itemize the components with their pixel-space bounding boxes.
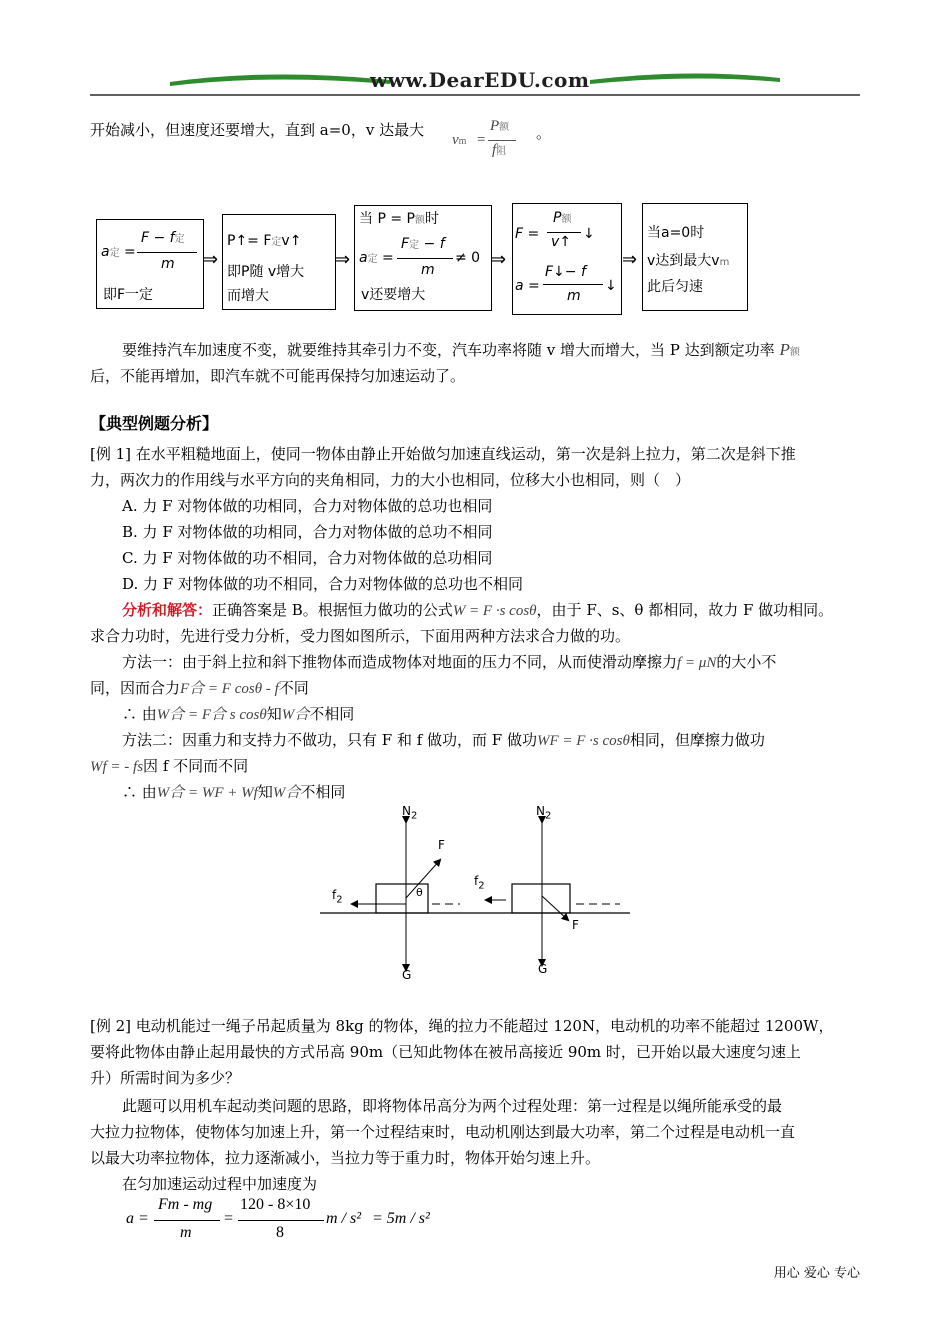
flow-arrow-4: ⇒ [622, 249, 638, 270]
ex2-line3: 升）所需时间为多少？ [90, 1069, 241, 1087]
accel-equation: a = Fm - mg m = 120 - 8×10 8 m / s² = 5m / s² [126, 1196, 430, 1241]
force-diagram-svg [320, 800, 640, 990]
force-diagram [320, 800, 640, 990]
ex1-option-b: B. 力 F 对物体做的功相同，合力对物体做的总功不相同 [122, 523, 493, 541]
para1-line1: 要维持汽车加速度不变，就要维持其牵引力不变，汽车功率将随 v 增大而增大，当 P 达到额定功率 P额 [122, 340, 800, 359]
flow-arrow-1: ⇒ [203, 249, 219, 270]
ex1-stem1: [例 1] 在水平粗糙地面上，使同一物体由静止开始做匀加速直线运动，第一次是斜上拉力，第二次是斜下推 [90, 445, 796, 463]
header [90, 66, 860, 98]
n-left-label: $N_2$ [402, 804, 418, 822]
ex1-option-a: A. 力 F 对物体做的功相同，合力对物体做的总功也相同 [122, 497, 493, 515]
ex2-para1: 此题可以用机车起动类问题的思路，即将物体吊高分为两个过程处理：第一过程是以绳所能承受的最 [122, 1097, 783, 1115]
ex2-line2: 要将此物体由静止起用最快的方式吊高 90m（已知此物体在被吊高接近 90m 时，已开始以最大速度匀速上 [90, 1043, 801, 1061]
flow-diagram [96, 205, 756, 315]
logo-text: www.DearEDU.com [370, 68, 590, 92]
flow-box-1: a定 = F − f定 m 即F一定 [96, 219, 204, 309]
ex1-option-c: C. 力 F 对物体做的功不相同，合力对物体做的总功相同 [122, 549, 493, 567]
ex1-option-d: D. 力 F 对物体做的功不相同，合力对物体做的总功也不相同 [122, 575, 523, 593]
ex1-method1-c: ∴ 由W合 = F合 s cosθ知W合不相同 [122, 705, 355, 723]
g-right-label: G [538, 962, 548, 976]
intro-tail: 。 [536, 124, 552, 142]
ex1-line-b: 求合力功时，先进行受力分析，受力图如图所示，下面用两种方法求合力做的功。 [90, 627, 631, 645]
ex1-method2-b: Wf = - fs因 f 不同而不同 [90, 757, 249, 775]
fric-left-label: $f_2$ [332, 888, 343, 906]
ex1-answer-line: 分析和解答：正确答案是 B。根据恒力做功的公式W = F ·s cosθ，由于 F、s、θ 都相同，故力 F 做功相同。 [122, 601, 834, 619]
ex2-para2: 大拉力拉物体，使物体匀加速上升，第一个过程结束时，电动机刚达到最大功率，第二个过程是电动机一直 [90, 1123, 796, 1141]
f-right-label: F [572, 918, 579, 932]
ex1-method1-b: 同，因而合力F合 = F cosθ - f不同 [90, 679, 309, 697]
ex2-para4: 在匀加速运动过程中加速度为 [122, 1175, 318, 1193]
intro-line: 开始减小，但速度还要增大，直到 a=0，v 达最大 [90, 121, 425, 139]
ex2-line1: [例 2] 电动机能过一绳子吊起质量为 8kg 的物体，绳的拉力不能超过 120N，电动机的功率不能超过 1200W， [90, 1017, 834, 1035]
g-left-label: G [402, 968, 412, 982]
vm-formula: vm = P额 f阻 [450, 118, 530, 168]
section-title: 【典型例题分析】 [90, 414, 219, 433]
ex1-method2-a: 方法二：因重力和支持力不做功，只有 F 和 f 做功，而 F 做功WF = F ·s cosθ相同，但摩擦力做功 [122, 731, 765, 749]
ex1-stem2: 力，两次力的作用线与水平方向的夹角相同，力的大小也相同，位移大小也相同，则（ ） [90, 471, 691, 489]
ex1-method1-a: 方法一：由于斜上拉和斜下推物体而造成物体对地面的压力不同，从而使滑动摩擦力f = μN的大小不 [122, 653, 777, 671]
footer: 用心 爱心 专心 [773, 1266, 860, 1281]
flow-arrow-2: ⇒ [335, 249, 351, 270]
flow-box-4: F = P额 v↑ ↓ a = F↓− f m ↓ [512, 203, 622, 315]
n-right-label: $N_2$ [536, 804, 552, 822]
flow-box-3: 当 P = P额时 a定 = F定 − f m ≠ 0 v还要增大 [354, 205, 492, 311]
fric-right-label: $f_2$ [474, 874, 485, 892]
flow-box-2: P↑= F定v↑ 即P随 v增大 而增大 [222, 214, 336, 310]
flow-box-5: 当a=0时 v达到最大vm 此后匀速 [642, 203, 748, 311]
theta-label: θ [416, 886, 423, 899]
f-left-label: F [438, 838, 445, 852]
ex1-method2-c: ∴ 由W合 = WF + Wf知W合不相同 [122, 783, 346, 801]
flow-arrow-3: ⇒ [491, 249, 507, 270]
para1-line2: 后，不能再增加，即汽车就不可能再保持匀加速运动了。 [90, 367, 466, 385]
ex2-para3: 以最大功率拉物体，拉力逐渐减小，当拉力等于重力时，物体开始匀速上升。 [90, 1149, 601, 1167]
